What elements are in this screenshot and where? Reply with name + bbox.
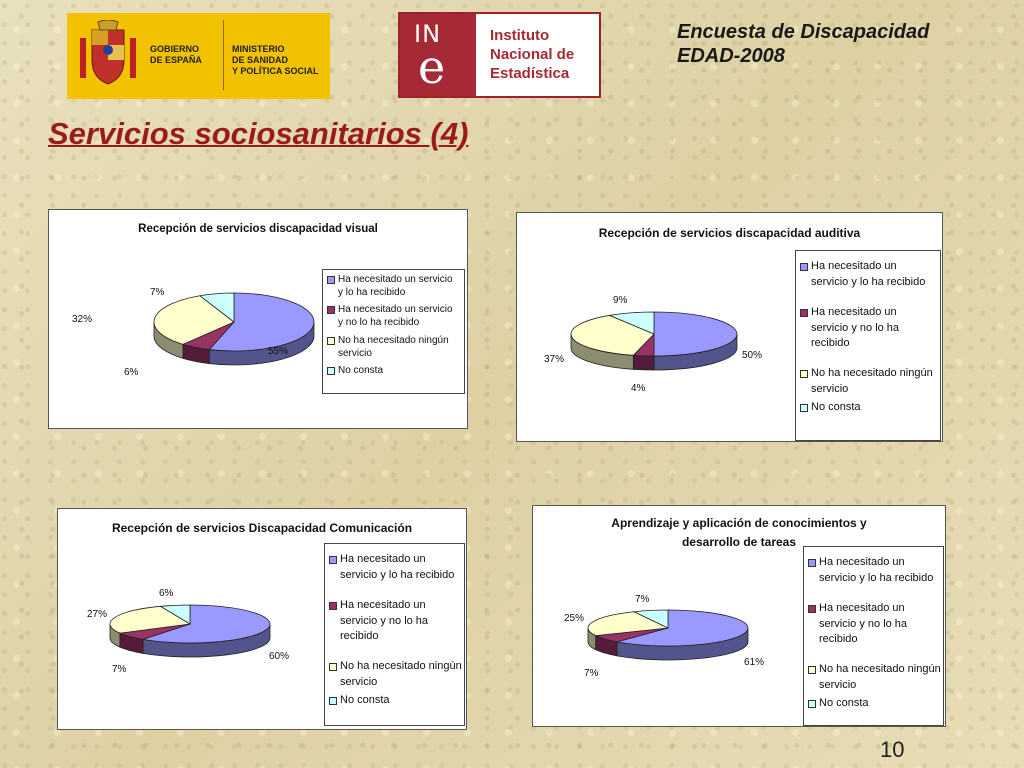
ine-mark-e: e [418,40,446,94]
legend-swatch [800,370,808,378]
legend-label-line: servicio y lo ha recibido [811,275,926,288]
legend-label [340,598,428,645]
gobierno-line-2: DE ESPAÑA [150,55,202,65]
legend-label-line: servicio y no lo ha [811,321,900,334]
legend-label-line: Ha necesitado un [811,306,897,318]
legend-swatch [800,404,808,412]
gobierno-line-1: GOBIERNO [150,44,200,54]
chart-title: Recepción de servicios discapacidad auditiva [598,226,861,240]
chart-title: Recepción de servicios Discapacidad Comunicación [111,521,413,535]
legend-label-line: servicio y no lo ha [819,617,908,630]
legend-label-line: y lo ha recibido [338,286,406,298]
pie-data-label: 50% [742,350,763,361]
legend-label-line: No consta [338,365,384,376]
legend-label [338,274,453,299]
legend-swatch [329,663,337,671]
legend-label [819,696,869,712]
pie-data-label: 6% [159,588,174,599]
legend-label-line: Ha necesitado un [819,602,905,614]
legend-swatch [329,602,337,610]
pie-data-label: 6% [124,367,139,378]
pie-data-label: 60% [269,651,290,662]
legend-label-line: No ha necesitado ningún [819,663,941,675]
chart-legend [803,546,944,726]
legend-label [811,366,933,397]
pie-data-label: 7% [150,287,165,298]
pie-data-label: 4% [631,383,646,394]
ministerio-line-2: DE SANIDAD [232,55,289,65]
legend-swatch [800,309,808,317]
chart-title: Recepción de servicios discapacidad visual [138,223,378,235]
chart-visual [48,209,468,429]
legend-label-line: Ha necesitado un [340,599,426,611]
legend-label [338,304,453,329]
chart-auditiva [516,212,943,442]
legend-label-line: No consta [340,694,390,706]
chart-title-line: desarrollo de tareas [681,535,797,549]
legend-label-line: No ha necesitado ningún [338,335,449,346]
legend-label [819,662,941,693]
ine-mark-in: IN [414,20,442,48]
legend-swatch [327,276,335,284]
legend-label [340,552,454,583]
legend-swatch [327,367,335,375]
legend-label [338,335,449,360]
legend-swatch [327,306,335,314]
chart-legend [322,269,465,394]
gobierno-text [150,44,202,66]
chart-comunicacion [57,508,467,730]
legend-swatch [808,700,816,708]
ine-line-3: Estadística [490,65,570,82]
pie-data-label: 37% [544,354,565,365]
legend-swatch [327,337,335,345]
page-number: 10 [880,737,905,762]
legend-label-line: No consta [819,697,869,709]
legend-swatch [808,666,816,674]
legend-swatch [329,556,337,564]
ine-mark [400,14,476,96]
legend-label [338,365,383,378]
ministerio-text [232,44,319,77]
logo-divider [223,20,224,90]
pie-data-label: 7% [584,668,599,679]
chart-legend [324,543,465,726]
page-title: Servicios sociosanitarios (4) [48,116,469,151]
chart-legend [795,250,941,441]
legend-label-line: servicio [340,675,378,688]
legend-label [819,555,933,586]
legend-label-line: servicio [819,678,857,691]
survey-title-line-1: Encuesta de Discapacidad [677,21,930,43]
ine-line-1: Instituto [490,27,550,44]
pie-data-label: 32% [72,314,93,325]
chart-aprendizaje [532,505,946,727]
legend-label-line: servicio y no lo ha [340,614,429,627]
ministerio-line-3: Y POLÍTICA SOCIAL [232,66,319,76]
legend-label [340,693,390,709]
legend-swatch [329,697,337,705]
legend-swatch [808,605,816,613]
legend-label-line: recibido [340,630,379,642]
pie-data-label: 7% [112,664,127,675]
chart-title-line: Aprendizaje y aplicación de conocimientos y [611,516,867,530]
legend-label-line: Ha necesitado un servicio [338,274,453,285]
legend-label-line: No ha necesitado ningún [340,660,462,672]
pie-data-label: 55% [268,346,289,357]
pie-data-label: 7% [635,594,650,605]
legend-label-line: recibido [811,337,850,349]
legend-label-line: Ha necesitado un [340,553,426,565]
legend-label-line: servicio y lo ha recibido [340,568,455,581]
pie-data-label: 27% [87,609,108,620]
legend-label-line: No consta [811,401,861,413]
legend-label [819,601,907,648]
legend-label-line: No ha necesitado ningún [811,367,933,379]
legend-label-line: Ha necesitado un [811,260,897,272]
coat-of-arms-icon [78,20,138,88]
legend-label [811,305,899,352]
pie-data-label: 25% [564,613,585,624]
ine-line-2: Nacional de [490,46,575,63]
legend-swatch [800,263,808,271]
pie-slice-side [633,355,654,370]
legend-label [811,259,925,290]
ine-name [490,26,574,83]
legend-label-line: servicio [811,382,849,395]
legend-label-line: Ha necesitado un servicio [338,304,453,315]
legend-label-line: recibido [819,633,858,645]
legend-label-line: Ha necesitado un [819,556,905,568]
pie-data-label: 61% [744,657,765,668]
survey-title [677,20,929,68]
legend-label [340,659,462,690]
ministerio-line-1: MINISTERIO [232,44,285,54]
legend-swatch [808,559,816,567]
legend-label-line: y no lo ha recibido [338,316,420,328]
legend-label-line: servicio y lo ha recibido [819,571,934,584]
pie-data-label: 9% [613,295,628,306]
survey-title-line-2: EDAD-2008 [677,45,785,67]
legend-label [811,400,861,416]
legend-label-line: servicio [338,347,372,359]
